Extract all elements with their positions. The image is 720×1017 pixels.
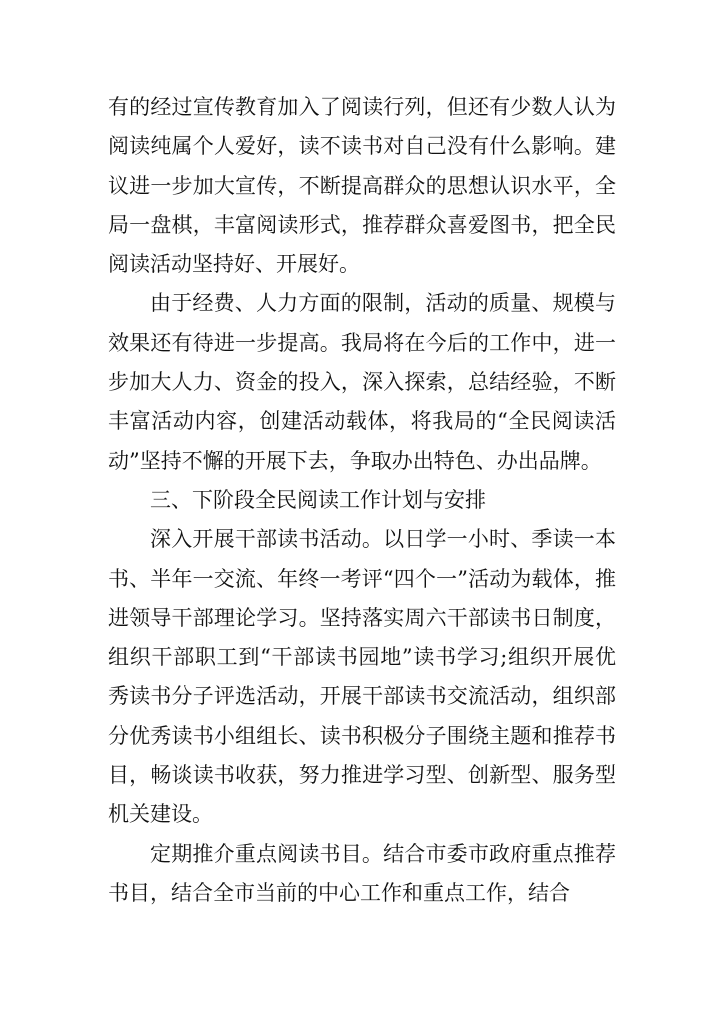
paragraph-cadre-reading: 深入开展干部读书活动。以日学一小时、季读一本书、半年一交流、年终一考评“四个一”活动为载体，推进领导干部理论学习。坚持落实周六干部读书日制度，组织干部职工到“干部读书园地”读书学习;组织开展优秀读书分子评选活动，开展干部读书交流活动，组织部分优秀读书小组组长、读书积极分子围绕主题和推荐书目，畅谈读书收获，努力推进学习型、创新型、服务型机关建设。: [108, 527, 616, 827]
section-heading: 三、下阶段全民阅读工作计划与安排: [150, 487, 486, 512]
paragraph-recommended-books: 定期推介重点阅读书目。结合市委市政府重点推荐书目，结合全市当前的中心工作和重点工作，结合: [108, 841, 616, 905]
paragraph-continuation: 有的经过宣传教育加入了阅读行列，但还有少数人认为阅读纯属个人爱好，读不读书对自己没有什么影响。建议进一步加大宣传，不断提高群众的思想认识水平，全局一盘棋，丰富阅读形式，推荐群众喜爱图书，把全民阅读活动坚持好、开展好。: [108, 95, 616, 277]
paragraph-limitations: 由于经费、人力方面的限制，活动的质量、规模与效果还有待进一步提高。我局将在今后的工作中，进一步加大人力、资金的投入，深入探索，总结经验，不断丰富活动内容，创建活动载体，将我局的“全民阅读活动”坚持不懈的开展下去，争取办出特色、办出品牌。: [108, 291, 616, 473]
document-body: [108, 88, 616, 913]
